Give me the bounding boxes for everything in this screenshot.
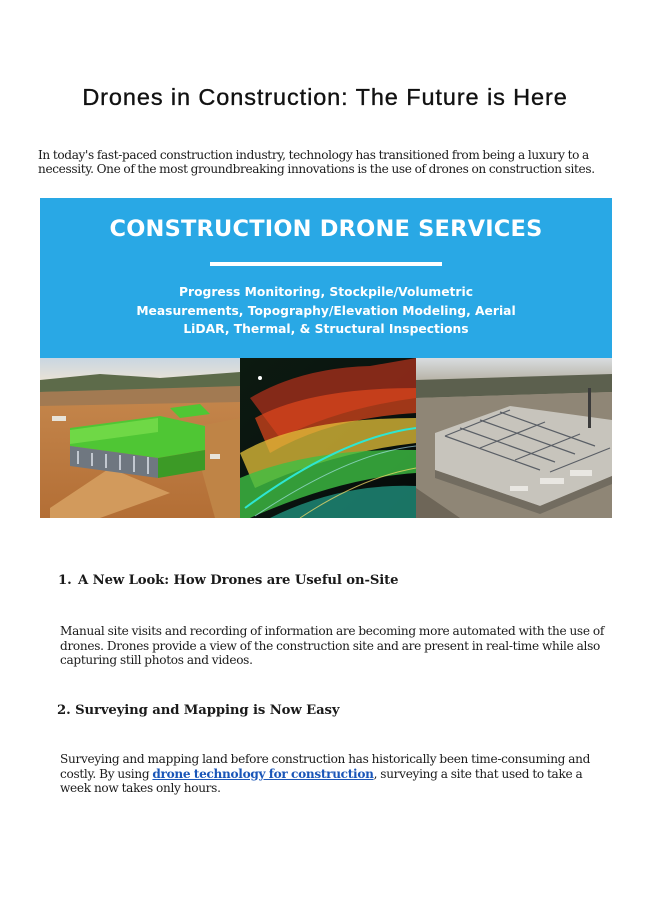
banner-divider — [210, 262, 442, 266]
section-1-number: 1. — [58, 573, 72, 588]
construction-drone-banner — [40, 198, 612, 518]
steel-frame-site-photo — [416, 358, 612, 518]
section-1-body: Manual site visits and recording of information are becoming more automated with the use of drones. Drones provide a view of the construction site and are present in real-time while also capturing still photos and videos. — [60, 624, 604, 667]
section-1-heading — [58, 573, 398, 588]
drone-technology-link[interactable]: drone technology for construction — [152, 766, 374, 781]
aerial-building-photo — [40, 358, 240, 518]
services-line-2: Measurements, Topography/Elevation Modeling, Aerial — [136, 303, 516, 318]
section-2-heading — [57, 703, 339, 718]
section-2-body-before-link: Surveying and mapping land before construction has historically been time-consuming and costly. By using — [60, 752, 591, 781]
section-2-number: 2. — [57, 703, 71, 718]
services-line-1: Progress Monitoring, Stockpile/Volumetric — [179, 285, 473, 299]
banner-heading: CONSTRUCTION DRONE SERVICES — [109, 216, 543, 242]
banner-header — [40, 198, 612, 358]
section-2-body — [60, 752, 605, 796]
page-title: Drones in Construction: The Future is Here — [82, 83, 568, 110]
intro-paragraph: In today's fast-paced construction industry, technology has transitioned from being a luxury to a necessity. One of the most groundbreaking innovations is the use of drones on construction sites. — [38, 148, 595, 176]
lidar-pointcloud-image — [240, 358, 416, 518]
section-1-title: A New Look: How Drones are Useful on-Site — [78, 573, 399, 588]
section-2-body-after-link: , surveying a site that used to take a week now takes only hours. — [60, 766, 583, 795]
banner-services-text — [80, 283, 572, 339]
banner-photo-strip — [40, 358, 612, 518]
services-line-3: LiDAR, Thermal, & Structural Inspections — [183, 322, 469, 336]
section-2-title: Surveying and Mapping is Now Easy — [75, 703, 340, 718]
